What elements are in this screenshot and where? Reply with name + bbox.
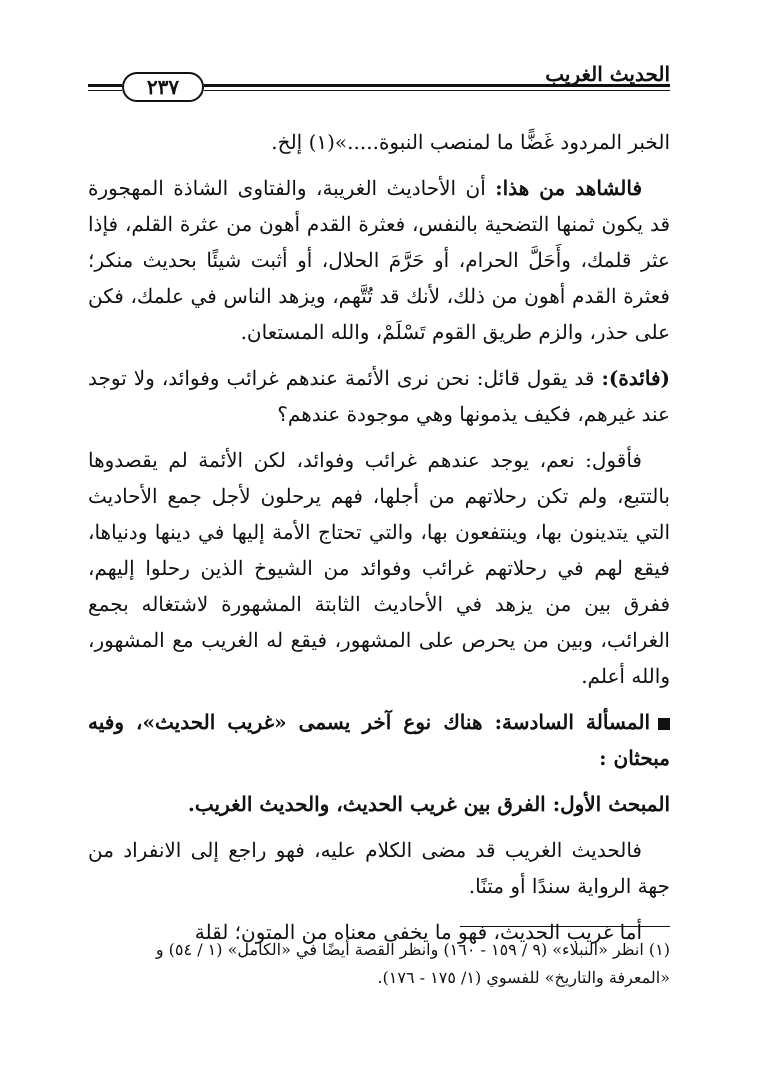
heading-text: هناك نوع آخر يسمى «غريب الحديث»، وفيه مبحثان : xyxy=(88,710,670,770)
section-heading xyxy=(88,704,670,776)
paragraph: فالحديث الغريب قد مضى الكلام عليه، فهو راجع إلى الانفراد من جهة الرواية سندًا أو متنًا. xyxy=(88,838,670,898)
running-title: الحديث الغريب xyxy=(545,62,670,86)
paragraph: الخبر المردود غَضًّا ما لمنصب النبوة.....»(١) إلخ. xyxy=(271,130,670,154)
footnote-line: (١) انظر «النبلاء» (٩ / ١٥٩ - ١٦٠) وانظر القصة أيضًا في «الكامل» (١ / ٥٤) و xyxy=(155,940,670,959)
header-rule xyxy=(88,84,122,87)
heading-lead: المبحث الأول: xyxy=(552,792,670,816)
heading-text: الفرق بين غريب الحديث، والحديث الغريب. xyxy=(187,792,546,816)
paragraph-text: قد يقول قائل: نحن نرى الأئمة عندهم غرائب وفوائد، ولا توجد عند غيرهم، فكيف يذمونها وهي موجودة عندهم؟ xyxy=(88,366,670,426)
footnotes xyxy=(88,936,670,992)
header-rule xyxy=(88,90,122,91)
header-rule xyxy=(204,84,670,87)
square-bullet-icon xyxy=(658,718,670,730)
body-text xyxy=(88,124,670,960)
footnote-line: «المعرفة والتاريخ» للفسوي (١/ ١٧٥ - ١٧٦). xyxy=(377,968,670,987)
page-header xyxy=(88,60,670,110)
paragraph: فأقول: نعم، يوجد عندهم غرائب وفوائد، لكن الأئمة لم يقصدوها بالتتبع، ولم تكن رحلاتهم من أجلها، فهم يرحلون لأجل جمع الأحاديث التي يتدينون بها، وينتفعون بها، والتي تحتاج الأمة إليها في دينها ودنياها، فيقع لهم في رحلاتهم غرائب وفوائد من الشيوخ الذين رحلوا إليهم، ففرق بين من يزهد في الأحاديث الثابتة المشهورة لاشتغاله بجمع الغرائب، وبين من يحرص على المشهور، فيقع له الغريب مع المشهور، والله أعلم. xyxy=(88,448,670,688)
footnote-separator xyxy=(460,926,670,927)
page-number: ٢٣٧ xyxy=(122,72,204,102)
paragraph-text: أن الأحاديث الغريبة، والفتاوى الشاذة المهجورة قد يكون ثمنها التضحية بالنفس، فعثرة القدم أهون من عثرة القلم، فإذا عثر قلمك، وأَحَلَّ الحرام، أو حَرَّمَ الحلال، أو أثبت شيئًا بحديث منكر؛ فعثرة القدم أهون من ذلك، لأنك قد تُتَّهم، ويزهد الناس في علمك، فكن على حذر، والزم طريق القوم تَسْلَمْ، والله المستعان. xyxy=(88,176,670,344)
header-rule xyxy=(204,90,670,91)
paragraph xyxy=(88,360,670,432)
heading-lead: المسألة السادسة: xyxy=(494,710,650,734)
paragraph-lead: (فائدة): xyxy=(601,366,670,390)
paragraph-lead: فالشاهد من هذا: xyxy=(495,176,643,200)
paragraph: أما غريب الحديث، فهو ما يخفى معناه من المتون؛ لقلة xyxy=(194,920,642,944)
subsection-heading xyxy=(88,786,670,822)
paragraph xyxy=(88,170,670,350)
